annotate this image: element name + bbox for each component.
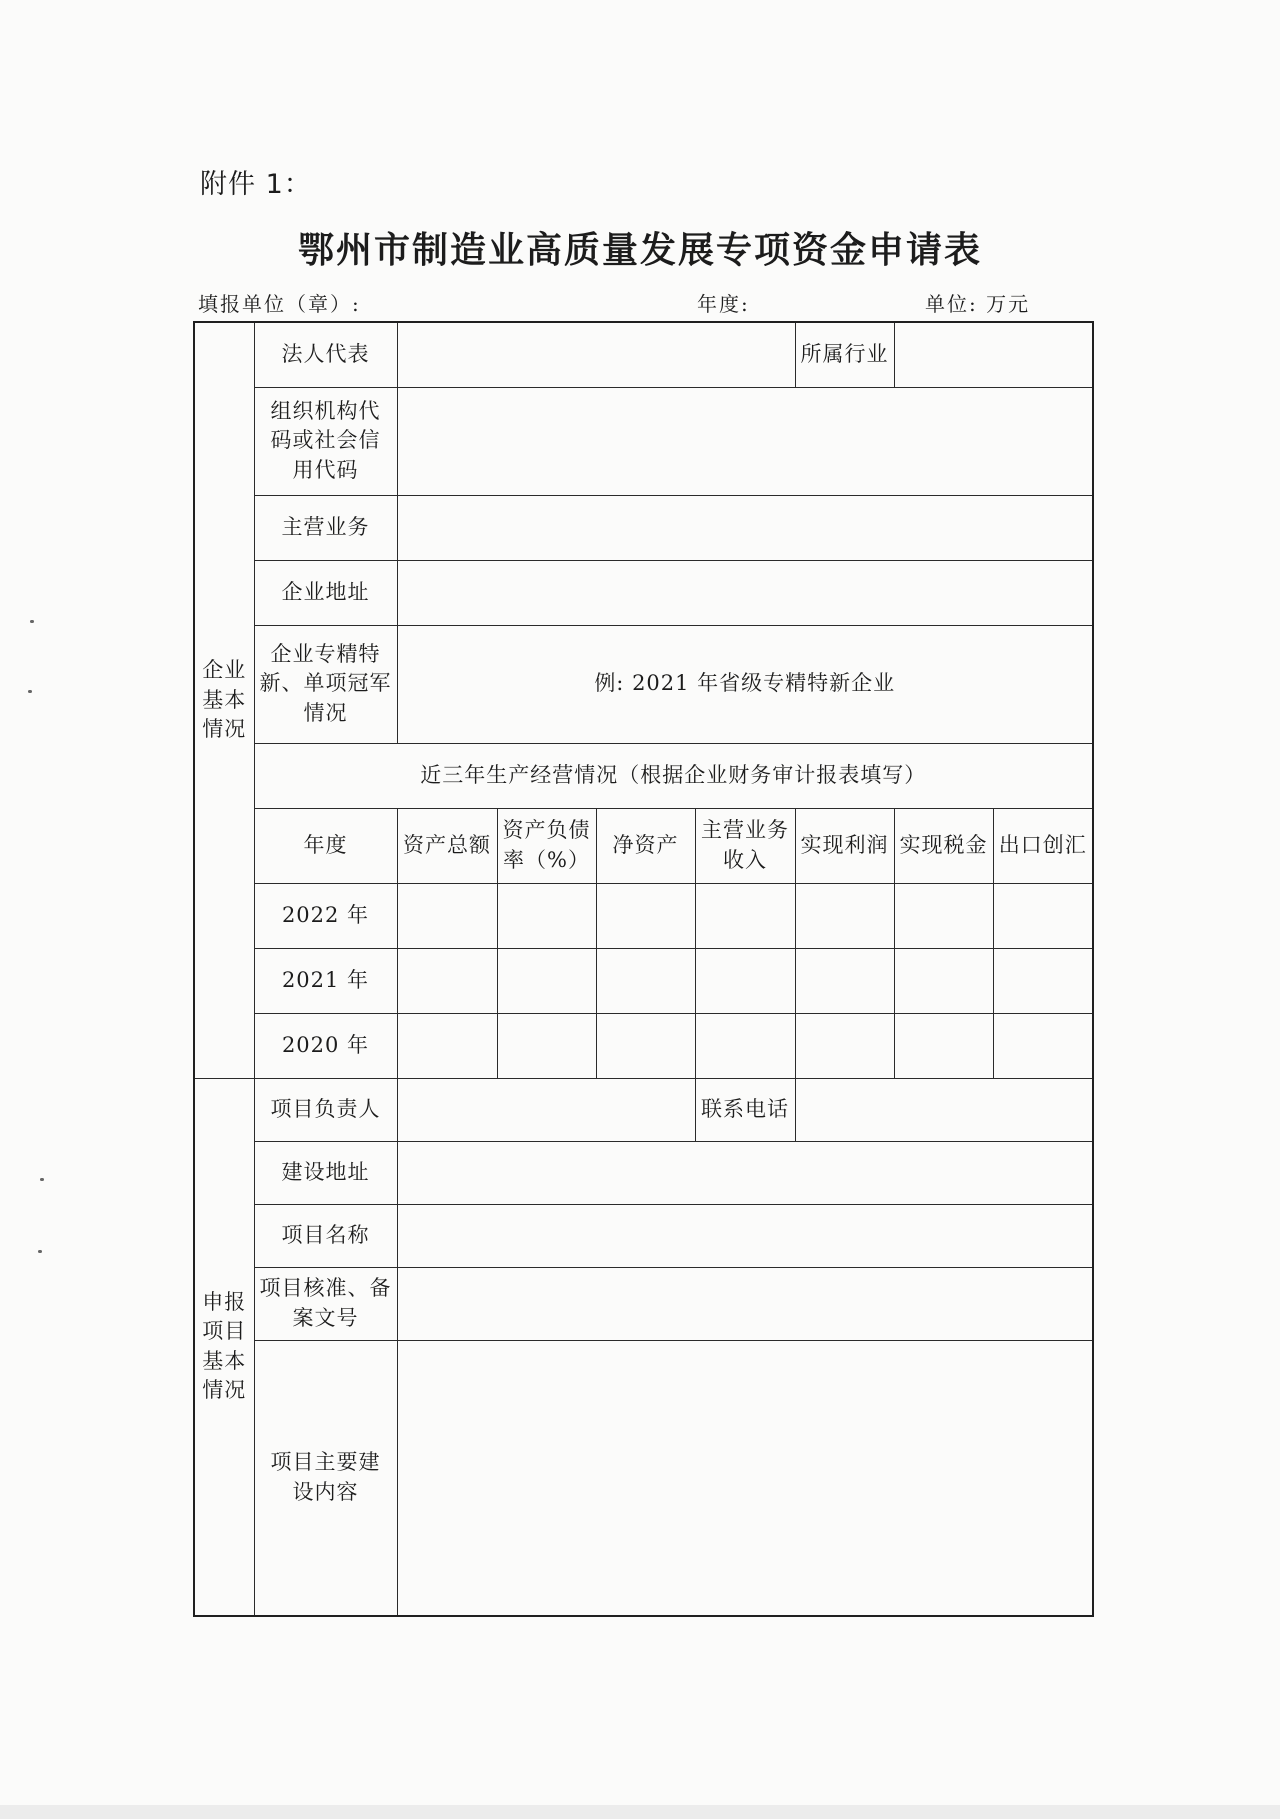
scan-speck: [38, 1250, 42, 1253]
ops-cell[interactable]: [397, 948, 497, 1013]
ops-cell[interactable]: [497, 948, 596, 1013]
ops-row-2021: [194, 948, 1093, 1013]
enterprise-section-text: 企业 基本 情况: [202, 658, 247, 741]
ops-row-2022: [194, 883, 1093, 948]
row-project-name: [194, 1204, 1093, 1267]
scan-bottom-edge: [0, 1805, 1280, 1819]
row-legal-rep: [194, 322, 1093, 387]
site-field[interactable]: [397, 1141, 1093, 1204]
row-specialized: [194, 625, 1093, 743]
ops-cell[interactable]: [894, 883, 993, 948]
approval-label: 项目核准、备 案文号: [254, 1267, 397, 1340]
project-leader-field[interactable]: [397, 1078, 695, 1141]
attachment-label: 附件 1：: [200, 169, 312, 200]
row-content: [194, 1340, 1093, 1616]
ops-cell[interactable]: [795, 948, 894, 1013]
org-code-label: 组织机构代 码或社会信 用代码: [254, 387, 397, 495]
main-business-field[interactable]: [397, 495, 1093, 560]
ops-cell[interactable]: [695, 948, 795, 1013]
project-name-field[interactable]: [397, 1204, 1093, 1267]
main-business-label: 主营业务: [254, 495, 397, 560]
org-code-field[interactable]: [397, 387, 1093, 495]
specialized-example[interactable]: 例: 2021 年省级专精特新企业: [397, 625, 1093, 743]
year-label: 年度:: [697, 292, 750, 316]
scan-speck: [28, 690, 32, 693]
ops-col-tax: 实现税金: [894, 808, 993, 883]
project-leader-label: 项目负责人: [254, 1078, 397, 1141]
ops-cell[interactable]: [497, 883, 596, 948]
application-form-table: [193, 321, 1094, 1617]
phone-field[interactable]: [795, 1078, 1093, 1141]
ops-cell[interactable]: [795, 1013, 894, 1078]
scan-speck: [40, 1178, 44, 1181]
ops-col-net-assets: 净资产: [596, 808, 695, 883]
ops-header-row: [194, 808, 1093, 883]
ops-cell[interactable]: [894, 948, 993, 1013]
row-ops-heading: [194, 743, 1093, 808]
ops-cell[interactable]: [993, 948, 1093, 1013]
ops-heading: 近三年生产经营情况（根据企业财务审计报表填写）: [254, 743, 1093, 808]
approval-field[interactable]: [397, 1267, 1093, 1340]
ops-row-year: 2020 年: [254, 1013, 397, 1078]
ops-row-year: 2022 年: [254, 883, 397, 948]
ops-cell[interactable]: [795, 883, 894, 948]
ops-col-total-assets: 资产总额: [397, 808, 497, 883]
phone-label: 联系电话: [695, 1078, 795, 1141]
project-name-label: 项目名称: [254, 1204, 397, 1267]
ops-cell[interactable]: [497, 1013, 596, 1078]
ops-col-export: 出口创汇: [993, 808, 1093, 883]
ops-cell[interactable]: [993, 1013, 1093, 1078]
project-section-text: 申报 项目 基本 情况: [202, 1289, 247, 1403]
enterprise-section-label: [194, 322, 254, 1078]
ops-cell[interactable]: [596, 1013, 695, 1078]
industry-field[interactable]: [894, 322, 1093, 387]
project-section-label: [194, 1078, 254, 1616]
ops-col-profit: 实现利润: [795, 808, 894, 883]
row-main-business: [194, 495, 1093, 560]
site-label: 建设地址: [254, 1141, 397, 1204]
ops-cell[interactable]: [397, 1013, 497, 1078]
ops-cell[interactable]: [596, 948, 695, 1013]
address-label: 企业地址: [254, 560, 397, 625]
content-field[interactable]: [397, 1340, 1093, 1616]
ops-col-debt-ratio: 资产负债 率（%）: [497, 808, 596, 883]
ops-cell[interactable]: [894, 1013, 993, 1078]
legal-rep-label: 法人代表: [254, 322, 397, 387]
legal-rep-field[interactable]: [397, 322, 795, 387]
row-site: [194, 1141, 1093, 1204]
ops-row-2020: [194, 1013, 1093, 1078]
scan-speck: [30, 620, 34, 623]
industry-label: 所属行业: [795, 322, 894, 387]
ops-cell[interactable]: [695, 883, 795, 948]
ops-cell[interactable]: [596, 883, 695, 948]
form-title: 鄂州市制造业高质量发展专项资金申请表: [297, 229, 982, 271]
row-address: [194, 560, 1093, 625]
address-field[interactable]: [397, 560, 1093, 625]
ops-col-year: 年度: [254, 808, 397, 883]
row-approval: [194, 1267, 1093, 1340]
specialized-label: 企业专精特 新、单项冠军 情况: [254, 625, 397, 743]
ops-cell[interactable]: [695, 1013, 795, 1078]
ops-cell[interactable]: [397, 883, 497, 948]
currency-unit-label: 单位: 万元: [925, 292, 1031, 316]
ops-col-revenue: 主营业务 收入: [695, 808, 795, 883]
row-project-leader: [194, 1078, 1093, 1141]
ops-cell[interactable]: [993, 883, 1093, 948]
row-org-code: [194, 387, 1093, 495]
filling-unit-label: 填报单位（章）:: [198, 292, 361, 316]
content-label: 项目主要建 设内容: [254, 1340, 397, 1616]
ops-row-year: 2021 年: [254, 948, 397, 1013]
